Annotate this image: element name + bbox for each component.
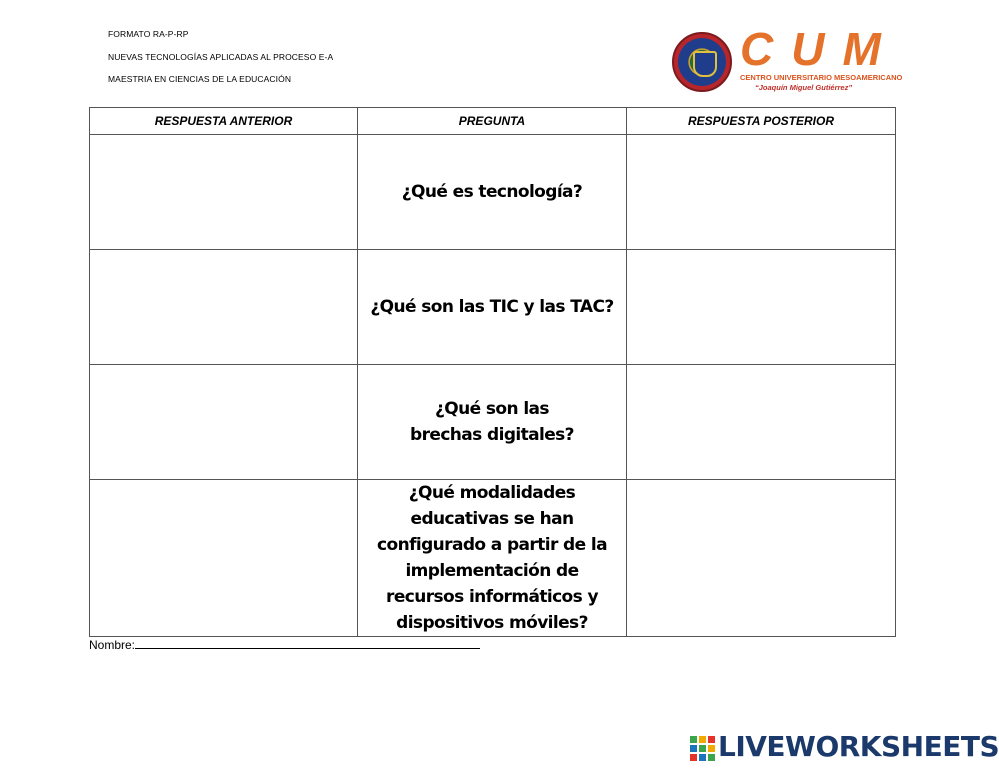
previous-answer-cell[interactable] [90,135,358,250]
previous-answer-cell[interactable] [90,250,358,365]
logo-subtitle: CENTRO UNIVERSITARIO MESOAMERICANO [740,73,903,82]
later-answer-cell[interactable] [627,365,896,480]
table-header-row [90,108,896,135]
name-field [89,637,480,652]
previous-answer-cell[interactable] [90,480,358,637]
later-answer-cell[interactable] [627,250,896,365]
header-later-answer: RESPUESTA POSTERIOR [627,108,896,135]
header-previous-answer: RESPUESTA ANTERIOR [90,108,358,135]
question-cell: ¿Qué son las brechas digitales? [358,365,627,480]
header-line-3: MAESTRIA EN CIENCIAS DE LA EDUCACIÓN [108,74,292,84]
name-label: Nombre: [89,638,136,652]
name-input-line[interactable] [135,637,480,649]
logo-motto: “Joaquín Miguel Gutiérrez” [755,83,853,92]
table-row [90,135,896,250]
table-row [90,365,896,480]
later-answer-cell[interactable] [627,135,896,250]
later-answer-cell[interactable] [627,480,896,637]
header-question: PREGUNTA [358,108,627,135]
question-cell: ¿Qué es tecnología? [358,135,627,250]
logo-title: CUM [740,23,899,75]
university-seal-icon [672,32,732,92]
question-table [89,107,896,637]
header-line-2: NUEVAS TECNOLOGÍAS APLICADAS AL PROCESO E-A [108,52,334,62]
question-cell: ¿Qué modalidades educativas se han configurado a partir de la implementación de recursos informáticos y dispositivos móviles? [358,480,627,637]
table-row [90,250,896,365]
liveworksheets-brand: LIVEWORKSHEETS [718,730,999,763]
table-row [90,480,896,637]
question-cell: ¿Qué son las TIC y las TAC? [358,250,627,365]
header-line-1: FORMATO RA-P-RP [108,29,189,39]
previous-answer-cell[interactable] [90,365,358,480]
liveworksheets-logo-icon [690,736,716,760]
